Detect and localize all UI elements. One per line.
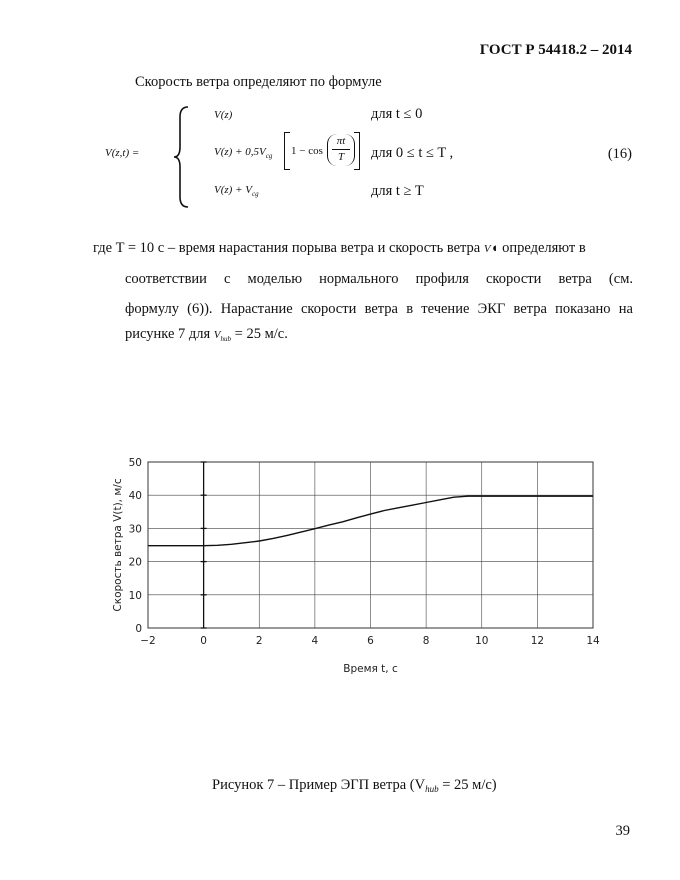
formula-case2-term: V(z) + 0,5V: [214, 146, 266, 158]
vhub-symbol: V: [213, 329, 221, 341]
formula-denominator: T: [337, 151, 345, 163]
formula-case3-sub: cg: [251, 190, 259, 198]
x-tick-label: 4: [311, 635, 319, 647]
vhub-sub: hub: [220, 335, 232, 343]
x-tick-label: 2: [255, 635, 263, 647]
equation-number: (16): [607, 146, 632, 162]
formula-case2-expr: [214, 146, 272, 160]
formula-case3-cond: для t ≥ T: [371, 183, 424, 199]
caption-text-a: Рисунок 7 – Пример ЭГП ветра (V: [212, 777, 426, 793]
paragraph-line-1: [93, 241, 586, 256]
formula-case3-expr: [214, 184, 259, 198]
paragraph-line-1-a: где T = 10 с – время нарастания порыва ветра и скорость ветра: [93, 240, 481, 256]
paragraph-line-3: формулу (6)). Нарастание скорости ветра в течение ЭКГ ветра показано на: [125, 301, 633, 317]
x-tick-label: 14: [586, 635, 600, 647]
y-tick-label: 30: [128, 523, 142, 536]
figure-caption: [212, 778, 497, 794]
document-header: ГОСТ Р 54418.2 – 2014: [479, 42, 632, 58]
formula-bracket: [284, 132, 360, 170]
formula-lhs: V(z,t) =: [105, 147, 140, 159]
wind-speed-symbol: V: [483, 243, 491, 255]
y-tick-label: 40: [128, 490, 142, 503]
curly-brace-icon: [172, 105, 194, 209]
formula-case3-term: V(z) + V: [214, 184, 252, 196]
caption-sub: hub: [425, 784, 439, 794]
wind-speed-chart: [100, 450, 620, 690]
formula-case2-cond: для 0 ≤ t ≤ T ,: [371, 145, 454, 161]
page-number: 39: [615, 823, 630, 839]
x-axis-label: Время t, с: [343, 663, 398, 675]
x-tick-label: −2: [140, 635, 156, 647]
y-tick-label: 50: [128, 457, 142, 469]
x-tick-label: 12: [530, 635, 545, 647]
x-tick-label: 0: [200, 635, 207, 647]
paragraph-line-1-b: определяют в: [502, 240, 586, 256]
formula-case1-cond: для t ≤ 0: [371, 106, 423, 122]
x-tick-label: 6: [367, 635, 374, 647]
paragraph-line-2: соответствии с моделью нормального профиля скорости ветра (см.: [125, 271, 633, 287]
y-tick-label: 10: [128, 589, 142, 602]
formula-case2-sub: cg: [265, 152, 273, 160]
paragraph-line-4-b: = 25 м/с.: [234, 326, 288, 342]
paragraph-line-4: [125, 327, 288, 343]
y-tick-label: 0: [135, 623, 142, 635]
formula-cos-term: 1 − cos: [291, 145, 323, 157]
formula-numerator: πt: [336, 135, 346, 147]
x-tick-label: 8: [422, 635, 430, 647]
intro-text: Скорость ветра определяют по формуле: [135, 74, 382, 90]
caption-text-b: = 25 м/с): [438, 777, 497, 793]
y-tick-label: 20: [128, 556, 142, 569]
paragraph-line-4-a: рисунке 7 для: [125, 326, 211, 342]
formula-paren: [327, 134, 355, 166]
y-axis-label: Скорость ветра V(t), м/с: [112, 478, 124, 612]
formula-case1-expr: V(z): [214, 109, 233, 121]
garbled-glyph-icon: ◖: [490, 240, 499, 255]
x-tick-label: 10: [475, 635, 489, 647]
